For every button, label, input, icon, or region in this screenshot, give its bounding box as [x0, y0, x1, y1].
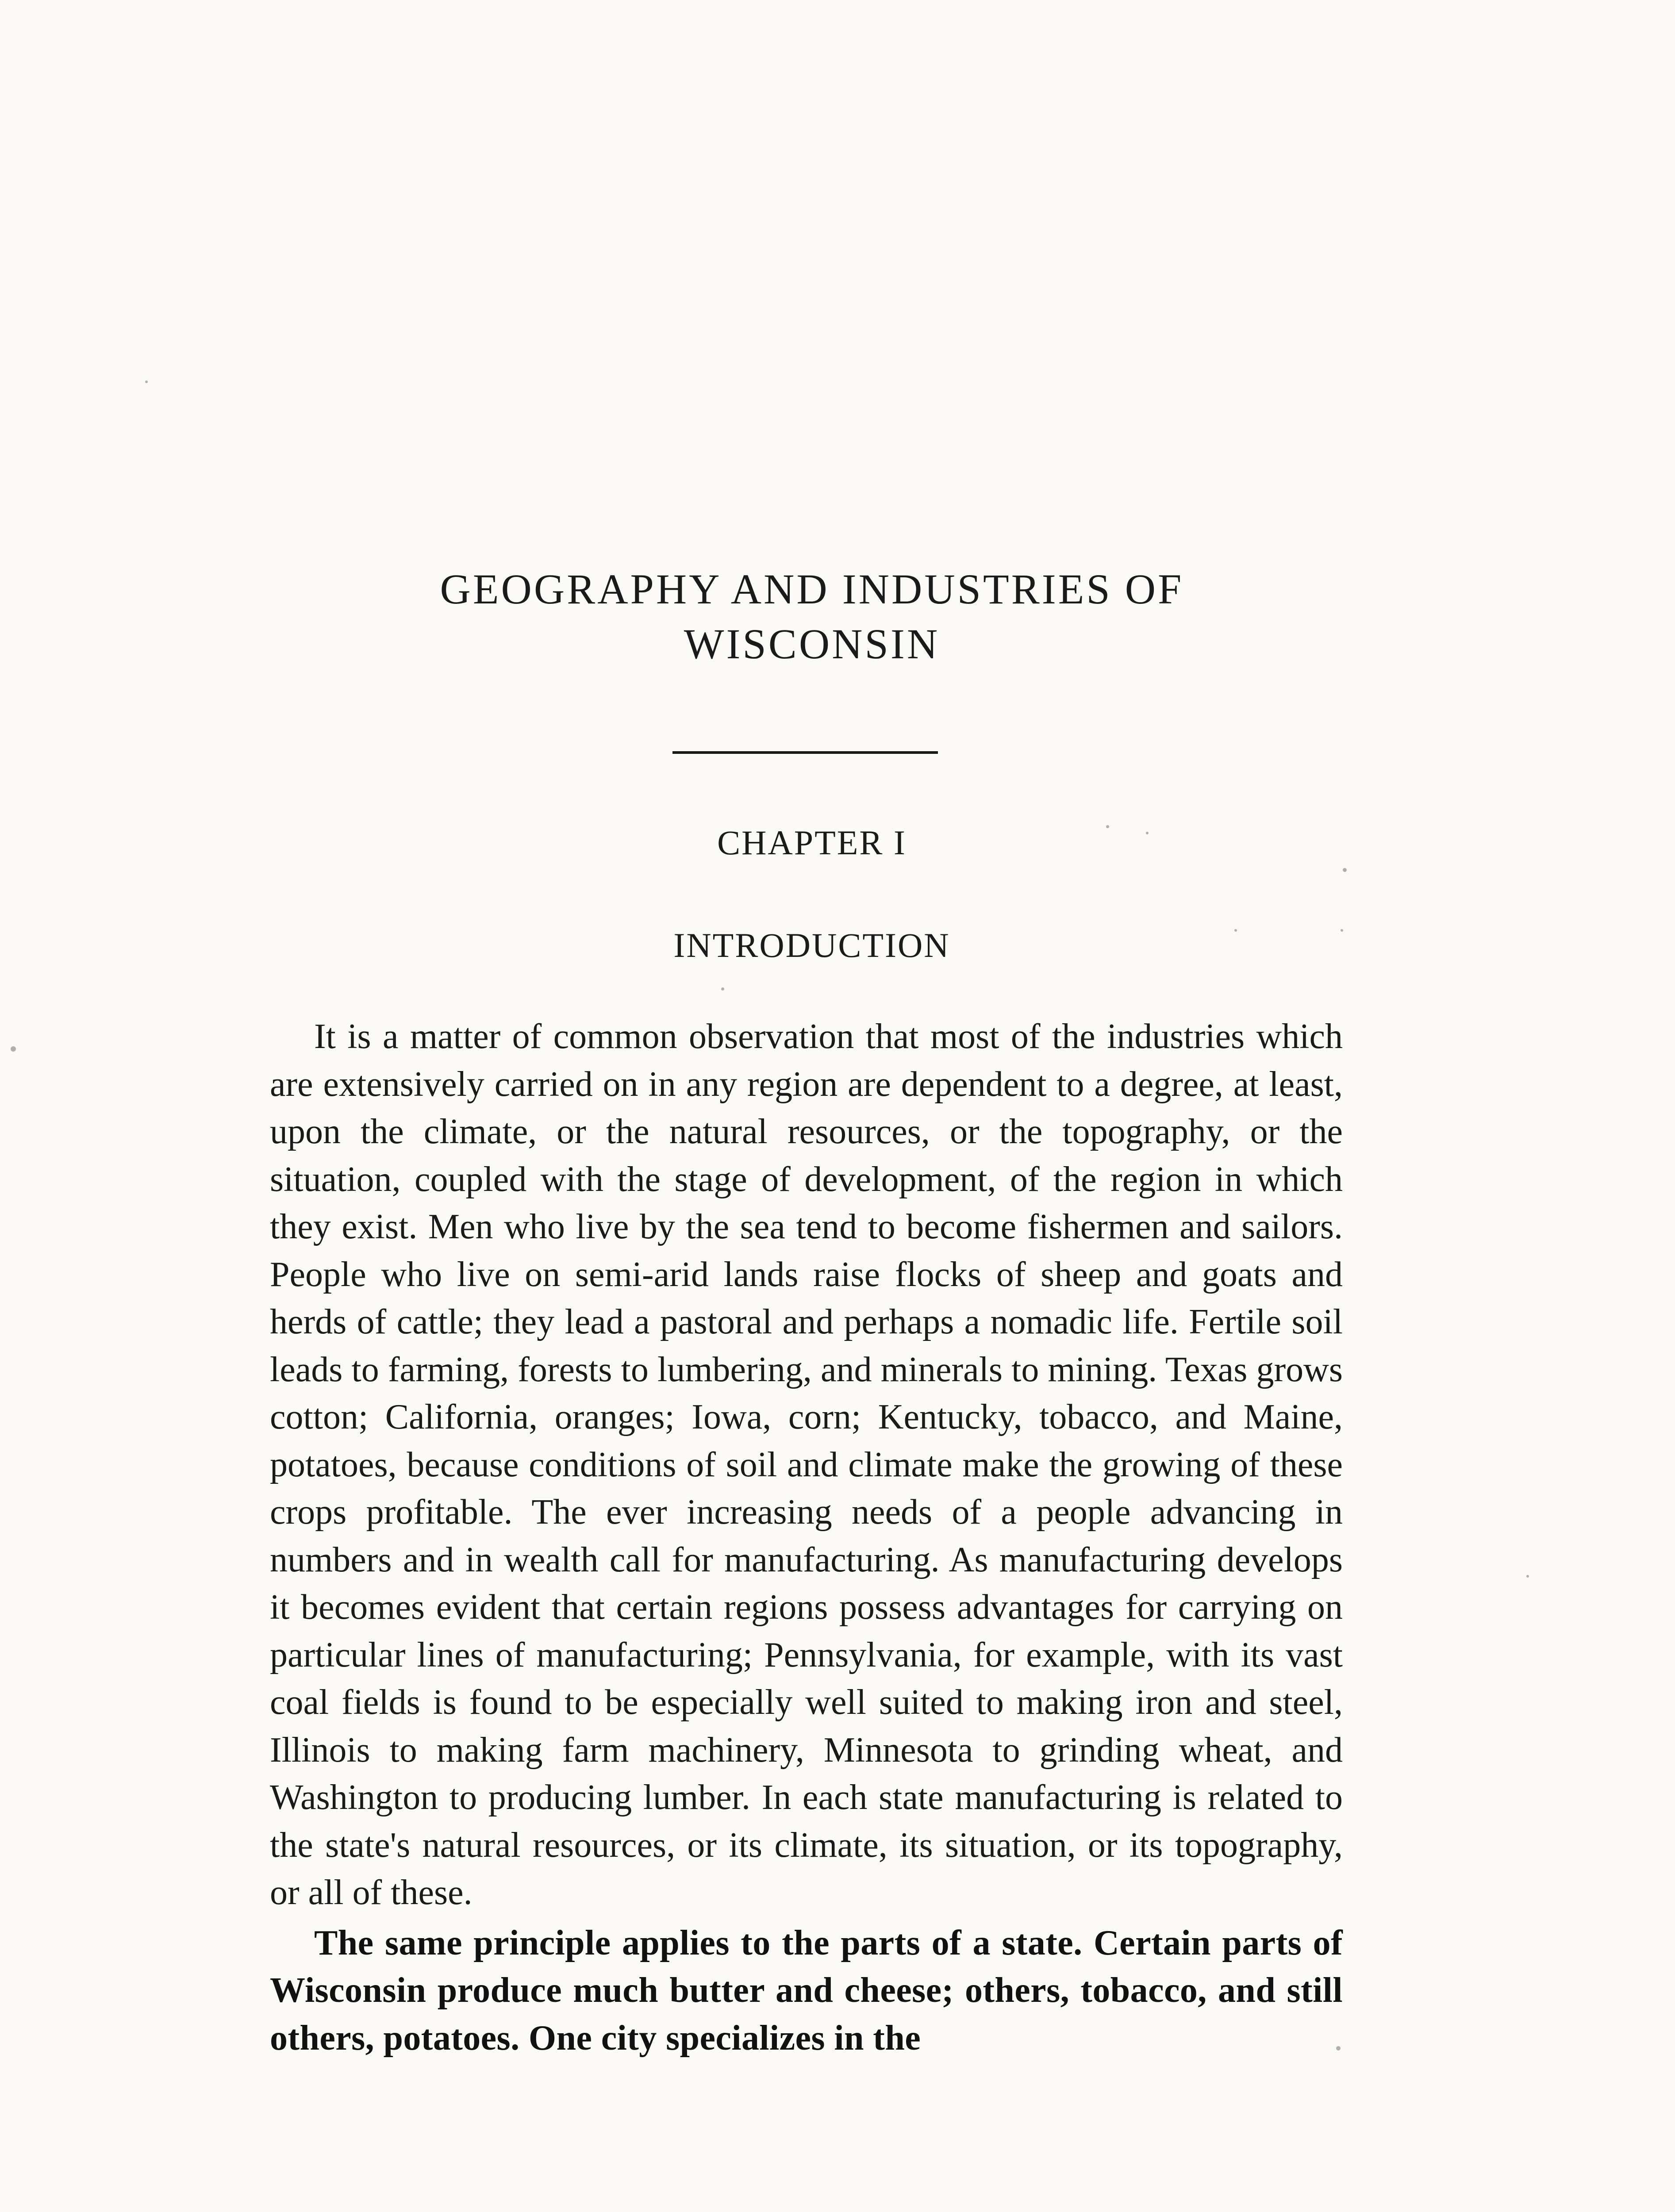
scan-speck [1343, 868, 1347, 872]
paragraph-2: The same principle applies to the parts of a state. Certain parts of Wisconsin produce much butter and cheese; others, tobacco, and still others, potatoes. One city specializes in the [270, 1923, 1343, 2058]
chapter-title: INTRODUCTION [673, 926, 950, 964]
scan-speck [1336, 2046, 1341, 2051]
scan-speck [1526, 1575, 1529, 1578]
paragraph-1: It is a matter of common observation that most of the industries which are extensively carried on in any region are dependent to a degree, at least, upon the climate, or the natural resources, or the topography, or the situation, coupled with the stage of development, of the region in which they exist. Men who live by the sea tend to become fishermen and sailors. People who live on semi-arid lands raise flocks of sheep and goats and herds of cattle; they lead a pastoral and perhaps a nomadic life. Fertile soil leads to farming, forests to lumbering, and minerals to mining. Texas grows cotton; California, oranges; Iowa, corn; Kentucky, tobacco, and Maine, potatoes, because conditions of soil and climate make the growing of these crops profitable. The ever increasing needs of a people advancing in numbers and in wealth call for manufacturing. As manufacturing develops it becomes evident that certain regions possess advantages for carrying on particular lines of manufacturing; Pennsylvania, for example, with its vast coal fields is found to be especially well suited to making iron and steel, Illinois to making farm machinery, Minnesota to grinding wheat, and Washington to producing lumber. In each state manufacturing is related to the state's natural resources, or its climate, its situation, or its topography, or all of these. [270, 1017, 1343, 1912]
scan-speck [1234, 929, 1237, 932]
book-title-line-1: GEOGRAPHY AND INDUSTRIES OF [440, 565, 1184, 613]
scan-speck [1341, 929, 1343, 932]
scan-speck [145, 380, 148, 383]
scan-speck [721, 987, 724, 991]
book-title-line-2: WISCONSIN [684, 620, 940, 668]
scan-speck [1106, 825, 1109, 828]
body-text [270, 1013, 1343, 2062]
title-divider-rule [672, 751, 938, 754]
scan-speck [1146, 832, 1149, 834]
book-title [265, 562, 1358, 672]
scan-speck [11, 1046, 16, 1052]
chapter-number: CHAPTER I [717, 823, 907, 862]
